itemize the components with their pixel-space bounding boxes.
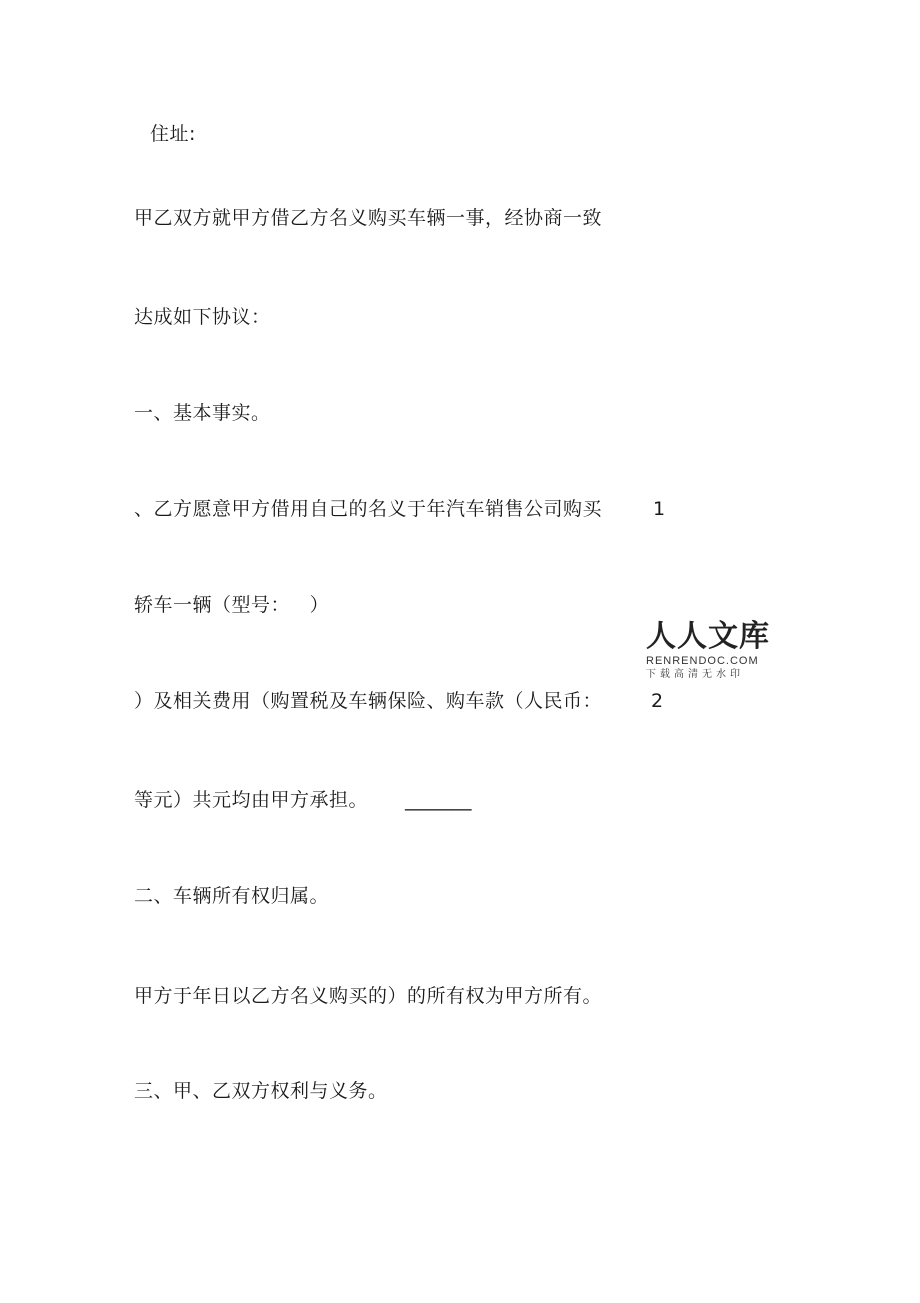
section-1-heading: 一、基本事实。 [134, 402, 271, 424]
intro-line-2: 达成如下协议： [134, 306, 271, 328]
clause-number-1: 1 [653, 498, 666, 520]
watermark-subtitle: 下载高清无水印 [646, 669, 744, 680]
ownership-clause: 甲方于年日以乙方名义购买的）的所有权为甲方所有。 [134, 985, 603, 1007]
fill-in-blank: _______ [405, 789, 472, 811]
address-line: 住址: [150, 123, 196, 145]
clause-line-3: ）及相关费用（购置税及车辆保险、购车款（人民币： [134, 690, 603, 712]
watermark-title: 人人文库 [646, 619, 770, 654]
clause-line-1: 、乙方愿意甲方借用自己的名义于年汽车销售公司购买 [134, 498, 603, 520]
intro-line-1: 甲乙双方就甲方借乙方名义购买车辆一事，经协商一致 [134, 207, 603, 229]
section-3-heading: 三、甲、乙双方权利与义务。 [134, 1080, 388, 1102]
clause-number-2: 2 [651, 690, 664, 712]
clause-line-2: 轿车一辆（型号： ） [134, 594, 330, 616]
clause-line-4: 等元）共元均由甲方承担。 [134, 789, 369, 811]
watermark-logo [646, 620, 776, 681]
section-2-heading: 二、车辆所有权归属。 [134, 885, 330, 907]
watermark-url: RENRENDOC.COM [646, 655, 759, 667]
